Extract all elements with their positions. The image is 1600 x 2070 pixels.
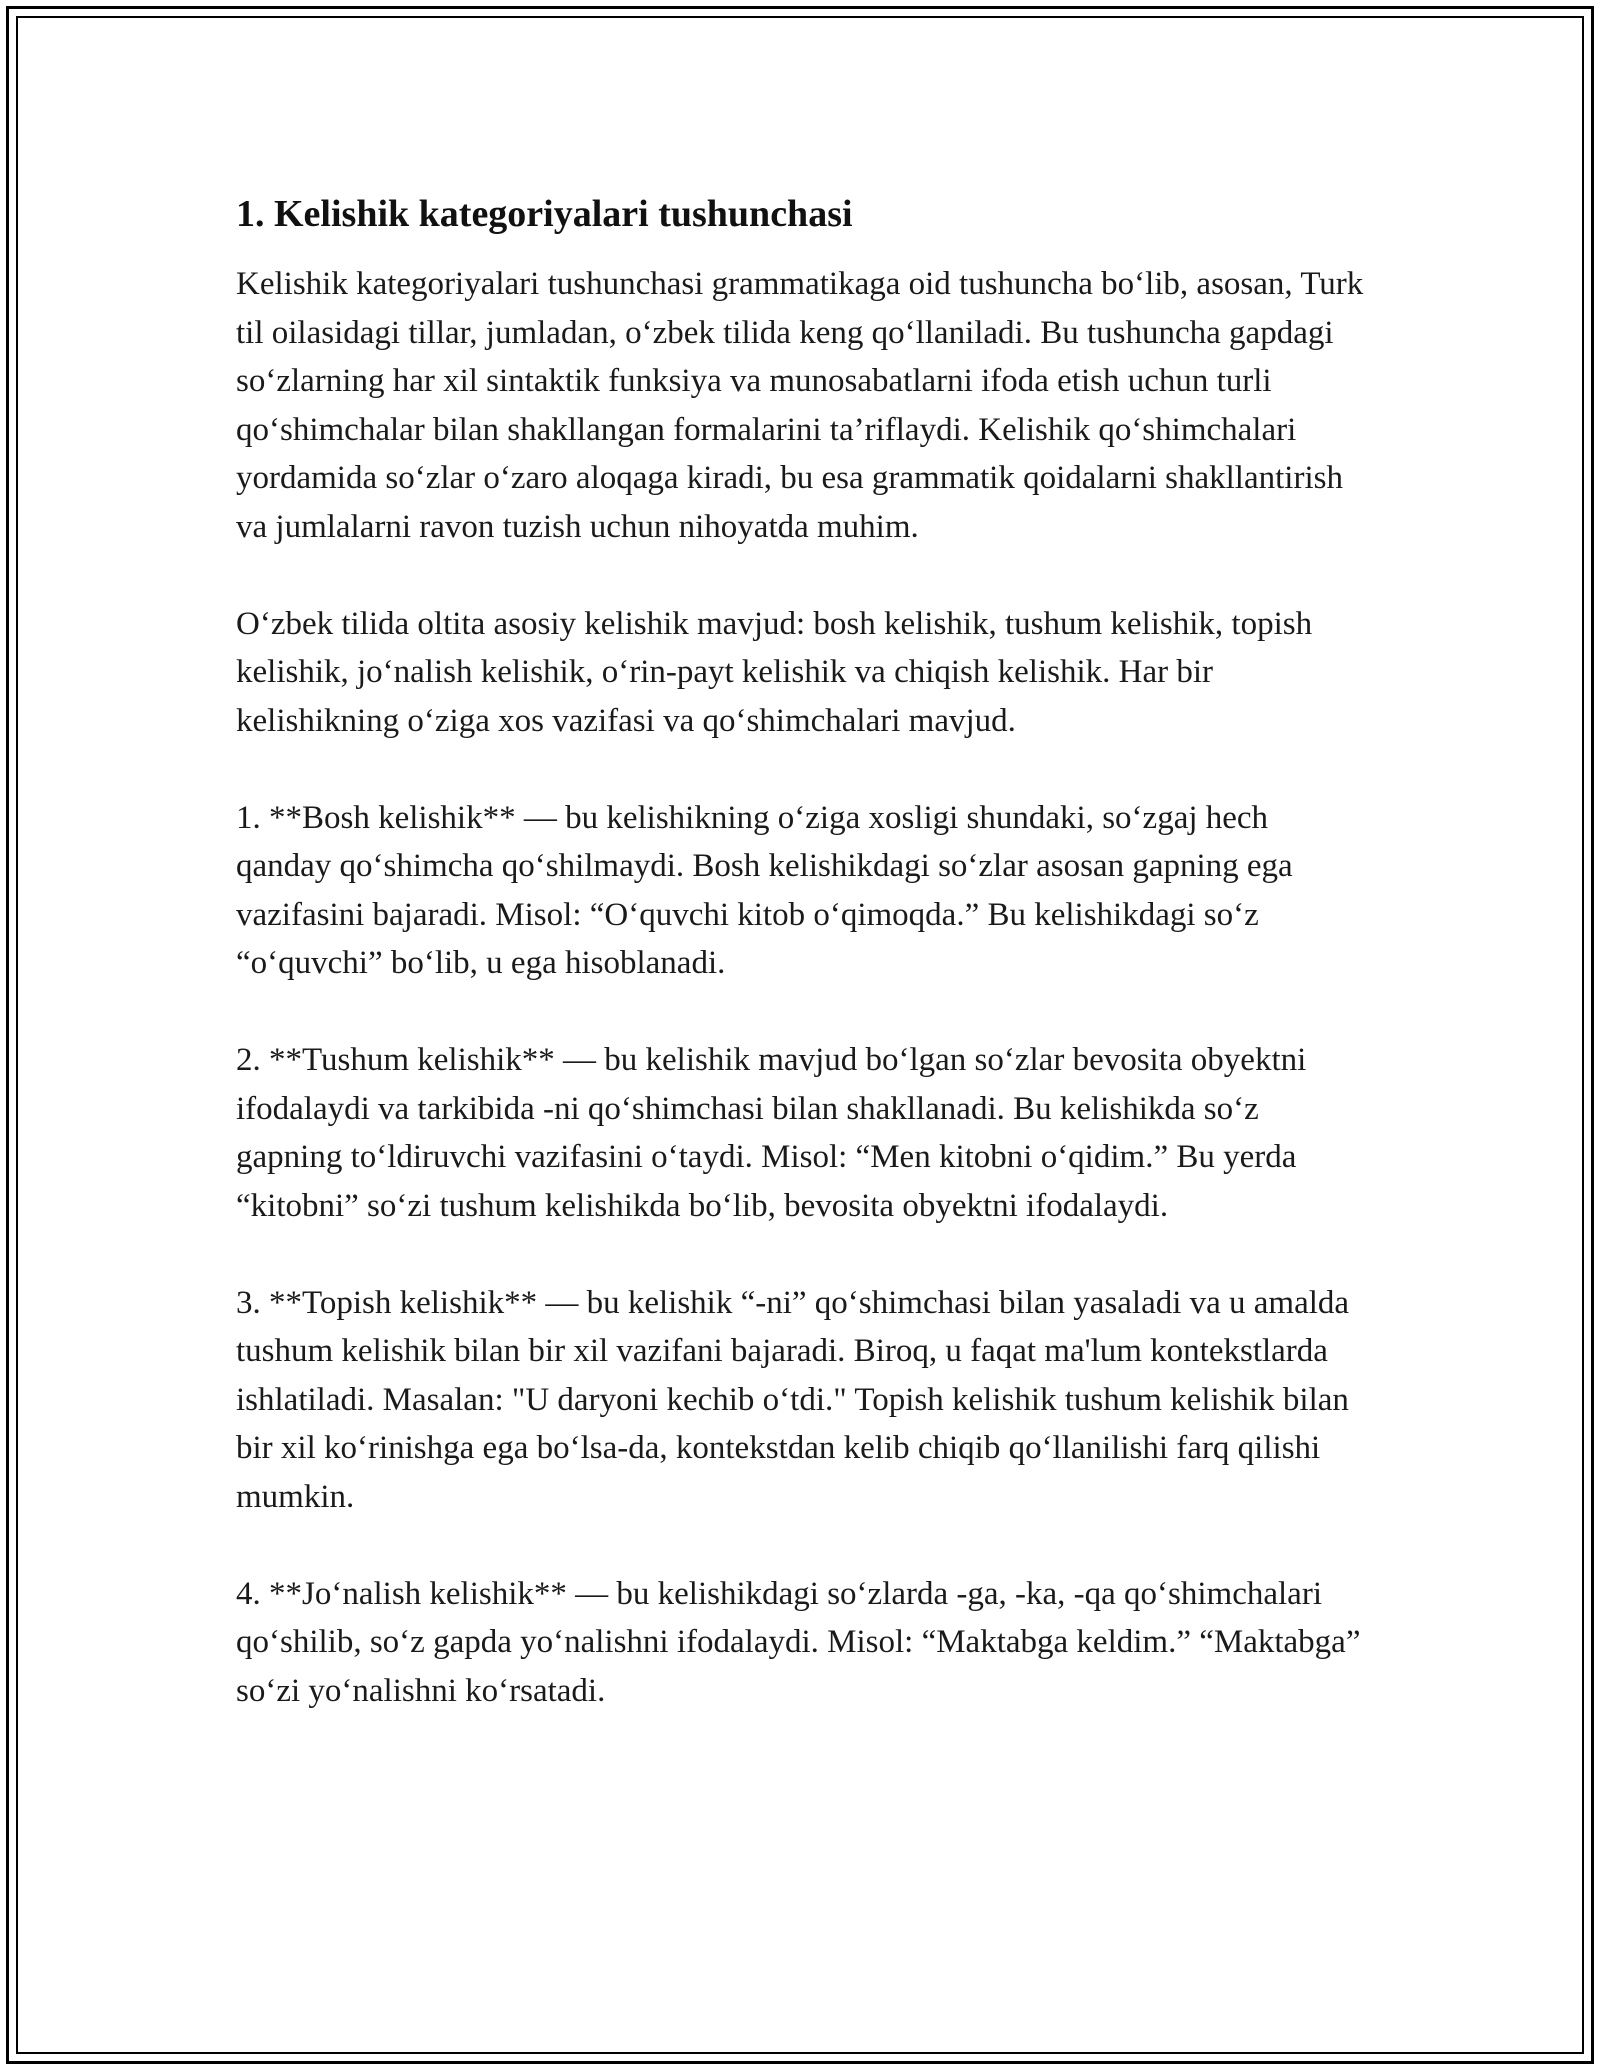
paragraph-overview: O‘zbek tilida oltita asosiy kelishik mavjud: bosh kelishik, tushum kelishik, topish kelishik, jo‘nalish kelishik, o‘rin-payt kelishik va chiqish kelishik. Har bir kelishikning o‘ziga xos vazifasi va qo‘shimchalari mavjud.: [236, 605, 1313, 739]
document-body: [236, 186, 1366, 1715]
paragraph-jonalish-kelishik: 4. **Jo‘nalish kelishik** — bu kelishikdagi so‘zlarda -ga, -ka, -qa qo‘shimchalari qo‘shilib, so‘z gapda yo‘nalishni ifodalaydi. Misol: “Maktabga keldim.” “Maktabga” so‘zi yo‘nalishni ko‘rsatadi.: [236, 1575, 1361, 1709]
paragraph-intro: Kelishik kategoriyalari tushunchasi grammatikaga oid tushuncha bo‘lib, asosan, Turk til oilasidagi tillar, jumladan, o‘zbek tilida keng qo‘llaniladi. Bu tushuncha gapdagi so‘zlarning har xil sintaktik funksiya va munosabatlarni ifoda etish uchun turli qo‘shimchalar bilan shakllangan formalarini ta’riflaydi. Kelishik qo‘shimchalari yordamida so‘zlar o‘zaro aloqaga kiradi, bu esa grammatik qoidalarni shakllantirish va jumlalarni ravon tuzish uchun nihoyatda muhim.: [236, 266, 1364, 545]
paragraph-tushum-kelishik: 2. **Tushum kelishik** — bu kelishik mavjud bo‘lgan so‘zlar bevosita obyektni ifodalaydi va tarkibida -ni qo‘shimchasi bilan shakllanadi. Bu kelishikda so‘z gapning to‘ldiruvchi vazifasini o‘taydi. Misol: “Men kitobni o‘qidim.” Bu yerda “kitobni” so‘zi tushum kelishikda bo‘lib, bevosita obyektni ifodalaydi.: [236, 1042, 1307, 1224]
paragraph-bosh-kelishik: 1. **Bosh kelishik** — bu kelishikning o‘ziga xosligi shundaki, so‘zgaj hech qanday qo‘shimcha qo‘shilmaydi. Bosh kelishikdagi so‘zlar asosan gapning ega vazifasini bajaradi. Misol: “O‘quvchi kitob o‘qimoqda.” Bu kelishikdagi so‘z “o‘quvchi” bo‘lib, u ega hisoblanadi.: [236, 799, 1293, 981]
paragraph-topish-kelishik: 3. **Topish kelishik** — bu kelishik “-ni” qo‘shimchasi bilan yasaladi va u amalda tushum kelishik bilan bir xil vazifani bajaradi. Biroq, u faqat ma'lum kontekstlarda ishlatiladi. Masalan: "U daryoni kechib o‘tdi." Topish kelishik tushum kelishik bilan bir xil ko‘rinishga ega bo‘lsa-da, kontekstdan kelib chiqib qo‘llanilishi farq qilishi mumkin.: [236, 1284, 1350, 1515]
section-heading: 1. Kelishik kategoriyalari tushunchasi: [236, 193, 853, 235]
